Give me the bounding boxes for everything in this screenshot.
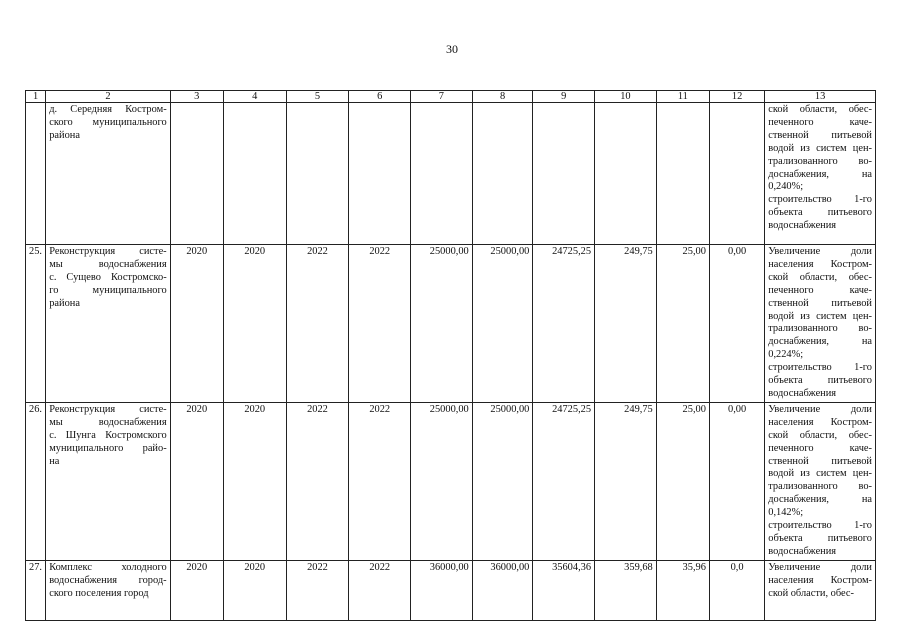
expected-result-line: трализованного во-: [768, 481, 872, 493]
federal-funding-cell: [533, 103, 595, 245]
program-table: [25, 90, 876, 621]
column-header: 11: [656, 91, 709, 103]
project-name-line: Реконструкция систе-: [49, 246, 167, 257]
column-header: 2: [46, 91, 170, 103]
other-funding-cell: [709, 103, 764, 245]
expected-result-line: ственной питьевой: [768, 129, 872, 141]
start-year-alt-cell: 2020: [223, 560, 286, 620]
project-name-line: ского муниципального: [49, 116, 167, 128]
expected-result-line: строительство 1-го: [768, 194, 872, 206]
expected-result-line: печенного каче-: [768, 442, 872, 454]
expected-result-line: доснабжения, на: [768, 494, 872, 506]
end-year-alt-cell: 2022: [349, 402, 411, 560]
column-header: 13: [765, 91, 876, 103]
project-name: [46, 560, 170, 620]
column-header: 5: [286, 91, 349, 103]
project-name-line: го муниципального: [49, 284, 167, 296]
end-year-alt-cell: [349, 103, 411, 245]
expected-result-line: населения Костром-: [768, 416, 872, 428]
project-name-line: района: [49, 129, 80, 141]
column-header: 8: [472, 91, 533, 103]
row-number: 27.: [26, 560, 46, 620]
row-number: 25.: [26, 245, 46, 403]
expected-result-line: 0,142%;: [768, 507, 804, 519]
page-number: 30: [446, 42, 458, 56]
expected-result-line: водоснабжения: [768, 220, 837, 232]
regional-funding-cell: 249,75: [595, 402, 657, 560]
expected-result-line: ственной питьевой: [768, 297, 872, 309]
project-name-line: д. Середняя Костром-: [49, 104, 167, 115]
expected-result-line: печенного каче-: [768, 116, 872, 128]
project-name-line: на: [49, 455, 60, 467]
expected-result-line: объекта питьевого: [768, 207, 872, 219]
total-funding-cell: [472, 103, 533, 245]
total-funding-cell: 25000,00: [472, 402, 533, 560]
expected-result-line: водой из систем цен-: [768, 310, 872, 322]
end-year-cell: 2022: [286, 245, 349, 403]
total-cost-cell: [411, 103, 473, 245]
end-year-alt-cell: 2022: [349, 560, 411, 620]
expected-result-line: ской области, обес-: [768, 271, 872, 283]
start-year-cell: 2020: [170, 560, 223, 620]
expected-result: [765, 402, 876, 560]
project-name-line: водоснабжения город-: [49, 574, 167, 586]
column-header: 10: [595, 91, 657, 103]
table-row: [26, 560, 876, 620]
start-year-alt-cell: 2020: [223, 245, 286, 403]
expected-result-line: строительство 1-го: [768, 520, 872, 532]
column-header: 1: [26, 91, 46, 103]
row-number: [26, 103, 46, 245]
column-header: 12: [709, 91, 764, 103]
column-header: 3: [170, 91, 223, 103]
end-year-alt-cell: 2022: [349, 245, 411, 403]
total-cost-cell: 36000,00: [411, 560, 473, 620]
expected-result-line: 0,224%;: [768, 349, 804, 361]
total-funding-cell: 36000,00: [472, 560, 533, 620]
project-name-line: Комплекс холодного: [49, 561, 167, 573]
expected-result-line: объекта питьевого: [768, 375, 872, 387]
column-header: 6: [349, 91, 411, 103]
expected-result: [765, 560, 876, 620]
project-name-line: мы водоснабжения: [49, 258, 167, 270]
total-cost-cell: 25000,00: [411, 245, 473, 403]
expected-result: [765, 103, 876, 245]
expected-result-line: водой из систем цен-: [768, 468, 872, 480]
other-funding-cell: 0,0: [709, 560, 764, 620]
expected-result-line: водоснабжения: [768, 387, 837, 399]
end-year-cell: 2022: [286, 402, 349, 560]
expected-result-line: печенного каче-: [768, 284, 872, 296]
expected-result-line: ской области, обес-: [768, 429, 872, 441]
start-year-cell: 2020: [170, 245, 223, 403]
project-name-line: ского поселения город: [49, 587, 149, 599]
expected-result-line: ственной питьевой: [768, 455, 872, 467]
expected-result: [765, 245, 876, 403]
local-funding-cell: 35,96: [656, 560, 709, 620]
local-funding-cell: 25,00: [656, 402, 709, 560]
federal-funding-cell: 24725,25: [533, 402, 595, 560]
expected-result-line: ской области, обес-: [768, 104, 872, 115]
table-row: [26, 103, 876, 245]
regional-funding-cell: [595, 103, 657, 245]
expected-result-line: доснабжения, на: [768, 168, 872, 180]
other-funding-cell: 0,00: [709, 402, 764, 560]
regional-funding-cell: 249,75: [595, 245, 657, 403]
local-funding-cell: [656, 103, 709, 245]
column-header: 4: [223, 91, 286, 103]
row-number: 26.: [26, 402, 46, 560]
expected-result-line: объекта питьевого: [768, 532, 872, 544]
expected-result-line: доснабжения, на: [768, 336, 872, 348]
expected-result-line: Увеличение доли: [768, 403, 872, 415]
expected-result-line: населения Костром-: [768, 574, 872, 586]
expected-result-line: водой из систем цен-: [768, 142, 872, 154]
project-name-line: с. Сущево Костромско-: [49, 271, 167, 283]
expected-result-line: строительство 1-го: [768, 362, 872, 374]
table-row: [26, 245, 876, 403]
expected-result-line: трализованного во-: [768, 155, 872, 167]
expected-result-line: Увеличение доли: [768, 561, 872, 573]
start-year-cell: 2020: [170, 402, 223, 560]
start-year-cell: [170, 103, 223, 245]
column-header: 7: [411, 91, 473, 103]
expected-result-line: трализованного во-: [768, 323, 872, 335]
project-name-line: мы водоснабжения: [49, 416, 167, 428]
federal-funding-cell: 24725,25: [533, 245, 595, 403]
table-row: [26, 402, 876, 560]
project-name-line: с. Шунга Костромского: [49, 429, 167, 441]
end-year-cell: [286, 103, 349, 245]
expected-result-line: 0,240%;: [768, 181, 804, 193]
total-cost-cell: 25000,00: [411, 402, 473, 560]
federal-funding-cell: 35604,36: [533, 560, 595, 620]
start-year-alt-cell: [223, 103, 286, 245]
project-name-line: Реконструкция систе-: [49, 403, 167, 415]
column-header: 9: [533, 91, 595, 103]
project-name: [46, 245, 170, 403]
project-name-line: района: [49, 297, 80, 309]
project-name: [46, 402, 170, 560]
total-funding-cell: 25000,00: [472, 245, 533, 403]
project-name: [46, 103, 170, 245]
project-name-line: муниципального райо-: [49, 442, 167, 454]
regional-funding-cell: 359,68: [595, 560, 657, 620]
expected-result-line: ской области, обес-: [768, 587, 854, 599]
end-year-cell: 2022: [286, 560, 349, 620]
expected-result-line: Увеличение доли: [768, 246, 872, 257]
local-funding-cell: 25,00: [656, 245, 709, 403]
expected-result-line: населения Костром-: [768, 258, 872, 270]
expected-result-line: водоснабжения: [768, 545, 837, 557]
start-year-alt-cell: 2020: [223, 402, 286, 560]
header-row: [26, 91, 876, 103]
other-funding-cell: 0,00: [709, 245, 764, 403]
